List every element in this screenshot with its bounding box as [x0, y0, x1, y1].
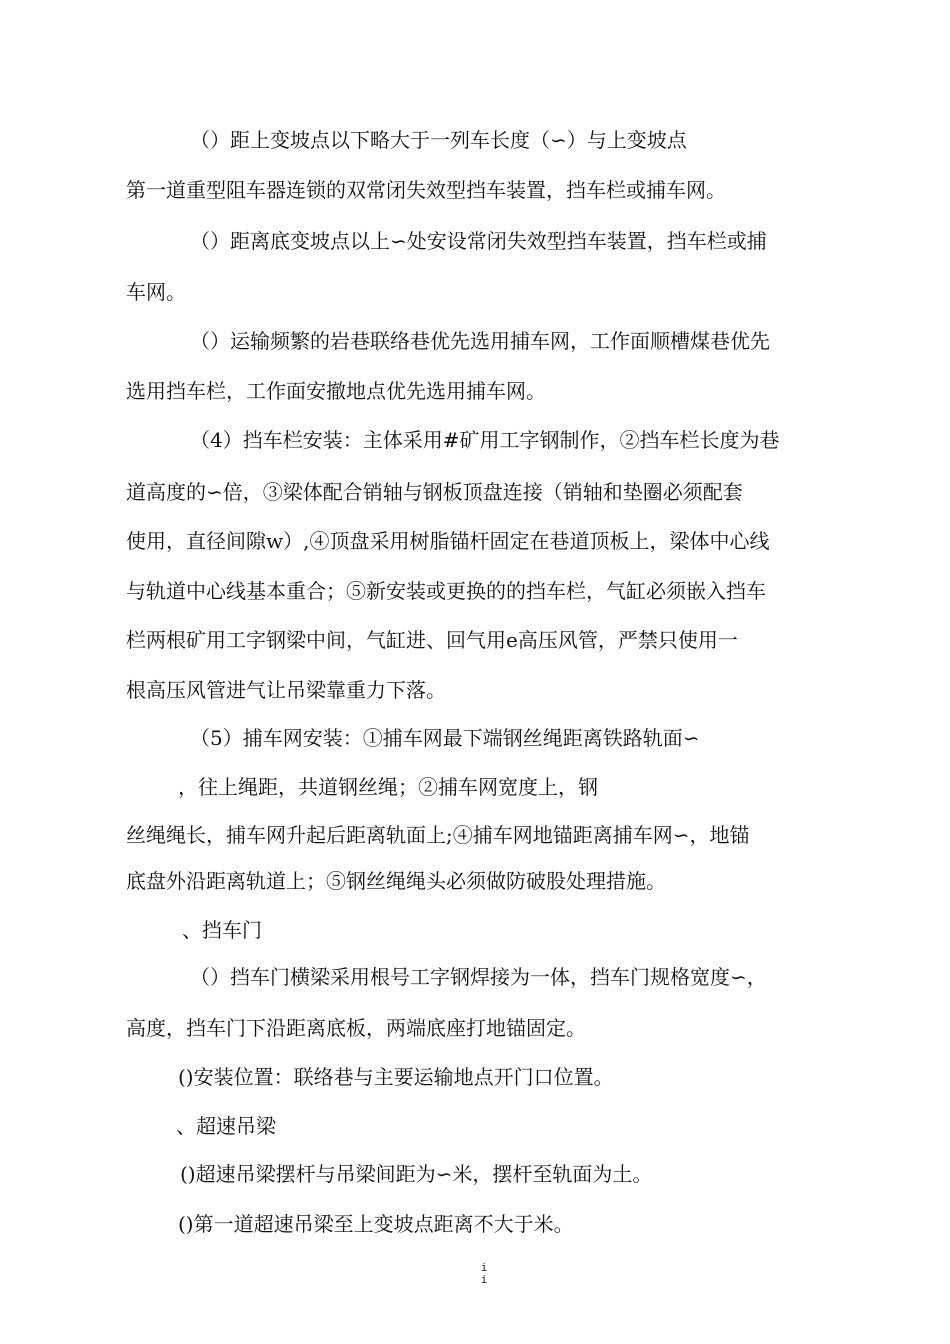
text-line: 与轨道中心线基本重合；⑤新安装或更换的的挡车栏，气缸必须嵌入挡车: [126, 579, 766, 603]
footer-mark: i: [480, 1273, 488, 1286]
text-line: 根高压风管进气让吊梁靠重力下落。: [126, 678, 446, 702]
text-line: （）距上变坡点以下略大于一列车长度（∽）与上变坡点: [190, 128, 687, 152]
text-line: （5）捕车网安装：①捕车网最下端钢丝绳距离铁路轨面∽: [190, 726, 700, 750]
text-line: ()安装位置：联络巷与主要运输地点开门口位置。: [178, 1065, 614, 1089]
text-line: 选用挡车栏，工作面安撤地点优先选用捕车网。: [126, 379, 546, 403]
text-line: 道高度的∽倍，③梁体配合销轴与钢板顶盘连接（销轴和垫圈必须配套: [126, 480, 743, 504]
text-line: 丝绳绳长，捕车网升起后距离轨面上;④捕车网地锚距离捕车网∽，地锚: [126, 823, 750, 847]
text-line: ，往上绳距，共道钢丝绳；②捕车网宽度上，钢: [178, 775, 598, 799]
section-heading: 、超速吊梁: [176, 1114, 276, 1138]
text-line: ()超速吊梁摆杆与吊梁间距为∽米，摆杆至轨面为土。: [180, 1162, 653, 1186]
text-line: （）距离底变坡点以上∽处安设常闭失效型挡车装置，挡车栏或捕: [190, 229, 767, 253]
text-line: （4）挡车栏安装：主体采用#矿用工字钢制作，②挡车栏长度为巷: [190, 428, 780, 452]
page-footer: [478, 1262, 490, 1286]
text-line: （）运输频繁的岩巷联络巷优先选用捕车网，工作面顺槽煤巷优先: [190, 329, 770, 353]
text-line: 车网。: [126, 280, 186, 304]
text-line: 使用，直径间隙w）,④顶盘采用树脂锚杆固定在巷道顶板上，梁体中心线: [126, 529, 770, 553]
section-heading: 、挡车门: [182, 918, 262, 942]
text-line: 第一道重型阻车器连锁的双常闭失效型挡车装置，挡车栏或捕车网。: [126, 178, 726, 202]
text-line: 栏两根矿用工字钢梁中间，气缸进、回气用e高压风管，严禁只使用一: [126, 628, 738, 652]
footer-mark: i: [480, 1261, 488, 1274]
text-line: 底盘外沿距离轨道上；⑤钢丝绳绳头必须做防破股处理措施。: [126, 869, 666, 893]
text-line: （）挡车门横梁采用根号工字钢焊接为一体，挡车门规格宽度∽，: [190, 965, 767, 989]
text-line: ()第一道超速吊梁至上变坡点距离不大于米。: [178, 1212, 574, 1236]
text-line: 高度，挡车门下沿距离底板，两端底座打地锚固定。: [126, 1016, 586, 1040]
